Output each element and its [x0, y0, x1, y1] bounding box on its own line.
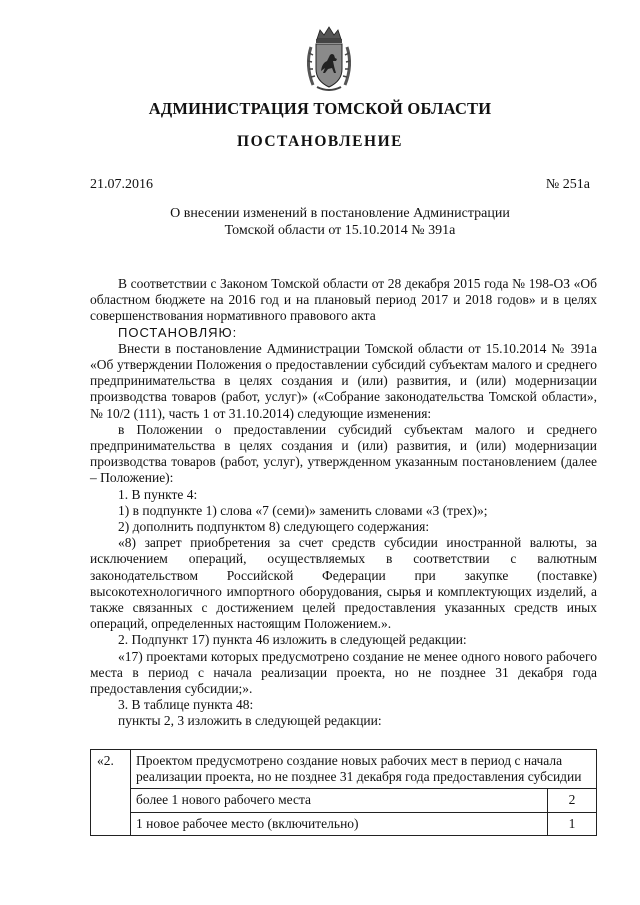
table-row [91, 750, 597, 789]
document-type: ПОСТАНОВЛЕНИЕ [237, 133, 403, 150]
document-date: 21.07.2016 [90, 177, 153, 192]
table-cell-value: 2 [548, 789, 597, 812]
document-subject [140, 206, 540, 239]
decree-word: ПОСТАНОВЛЯЮ: [118, 324, 238, 340]
table-criterion: Проектом предусмотрено создание новых рабочих мест в период с начала реализации проекта, но не позднее 31 декабря года предоставления субсидии [131, 750, 597, 789]
body-paragraph: «17) проектами которых предусмотрено создание не менее одного нового рабочего места в период с начала реализации проекта, но не позднее 31 декабря года предоставления субсидии;». [90, 648, 597, 697]
body-paragraph: 3. В таблице пункта 48: [118, 697, 254, 713]
body-paragraph: В соответствии с Законом Томской области от 28 декабря 2015 года № 198-ОЗ «Об областном бюджете на 2016 год и на плановый период 2017 и 2018 годов» и в целях совершенствования нормативного правового акта [90, 276, 597, 324]
table-row [91, 789, 597, 812]
table-cell-label: более 1 нового рабочего места [131, 789, 548, 812]
amendment-table [90, 749, 597, 836]
table-row-number: «2. [91, 750, 131, 836]
body-paragraph: 1. В пункте 4: [118, 486, 198, 502]
table-row [91, 812, 597, 835]
subject-line: О внесении изменений в постановление Администрации [170, 206, 510, 221]
organization-title: АДМИНИСТРАЦИЯ ТОМСКОЙ ОБЛАСТИ [148, 99, 492, 118]
table-cell-label: 1 новое рабочее место (включительно) [131, 812, 548, 835]
body-paragraph: 2) дополнить подпунктом 8) следующего содержания: [118, 519, 430, 535]
body-paragraph: в Положении о предоставлении субсидий субъектам малого и среднего предпринимательства в целях создания и (или) развития, и (или) модернизации производства товаров (работ, услуг), утвержденном указанным постановлением (далее – Положение): [90, 421, 597, 486]
body-paragraph: «8) запрет приобретения за счет средств субсидии иностранной валюты, за исключением операций, осуществляемых в соответствии с валютным законодательством Российской Федерации при закупке (поставке) высокотехнологичного импортного оборудования, сырья и комплектующих изделий, а также связанных с достижением целей предоставления указанных средств иных операций, определенных настоящим Положением.». [90, 535, 597, 632]
body-paragraph: 2. Подпункт 17) пункта 46 изложить в следующей редакции: [118, 632, 467, 648]
tomsk-coat-of-arms-icon [303, 25, 355, 95]
subject-line: Томской области от 15.10.2014 № 391а [224, 222, 456, 238]
document-number: № 251а [545, 177, 590, 192]
body-paragraph: 1) в подпункте 1) слова «7 (семи)» заменить словами «3 (трех)»; [118, 502, 488, 518]
document-body [90, 276, 597, 730]
body-paragraph: пункты 2, 3 изложить в следующей редакции: [118, 713, 382, 729]
table-cell-value: 1 [548, 812, 597, 835]
body-paragraph: Внести в постановление Администрации Томской области от 15.10.2014 № 391а «Об утверждении Положения о предоставлении субсидий субъектам малого и среднего предпринимательства в целях создания и (или) развития, и (или) модернизации производства товаров (работ, услуг)» («Собрание законодательства Томской области», № 10/2 (111), часть 1 от 31.10.2014) следующие изменения: [90, 340, 597, 421]
